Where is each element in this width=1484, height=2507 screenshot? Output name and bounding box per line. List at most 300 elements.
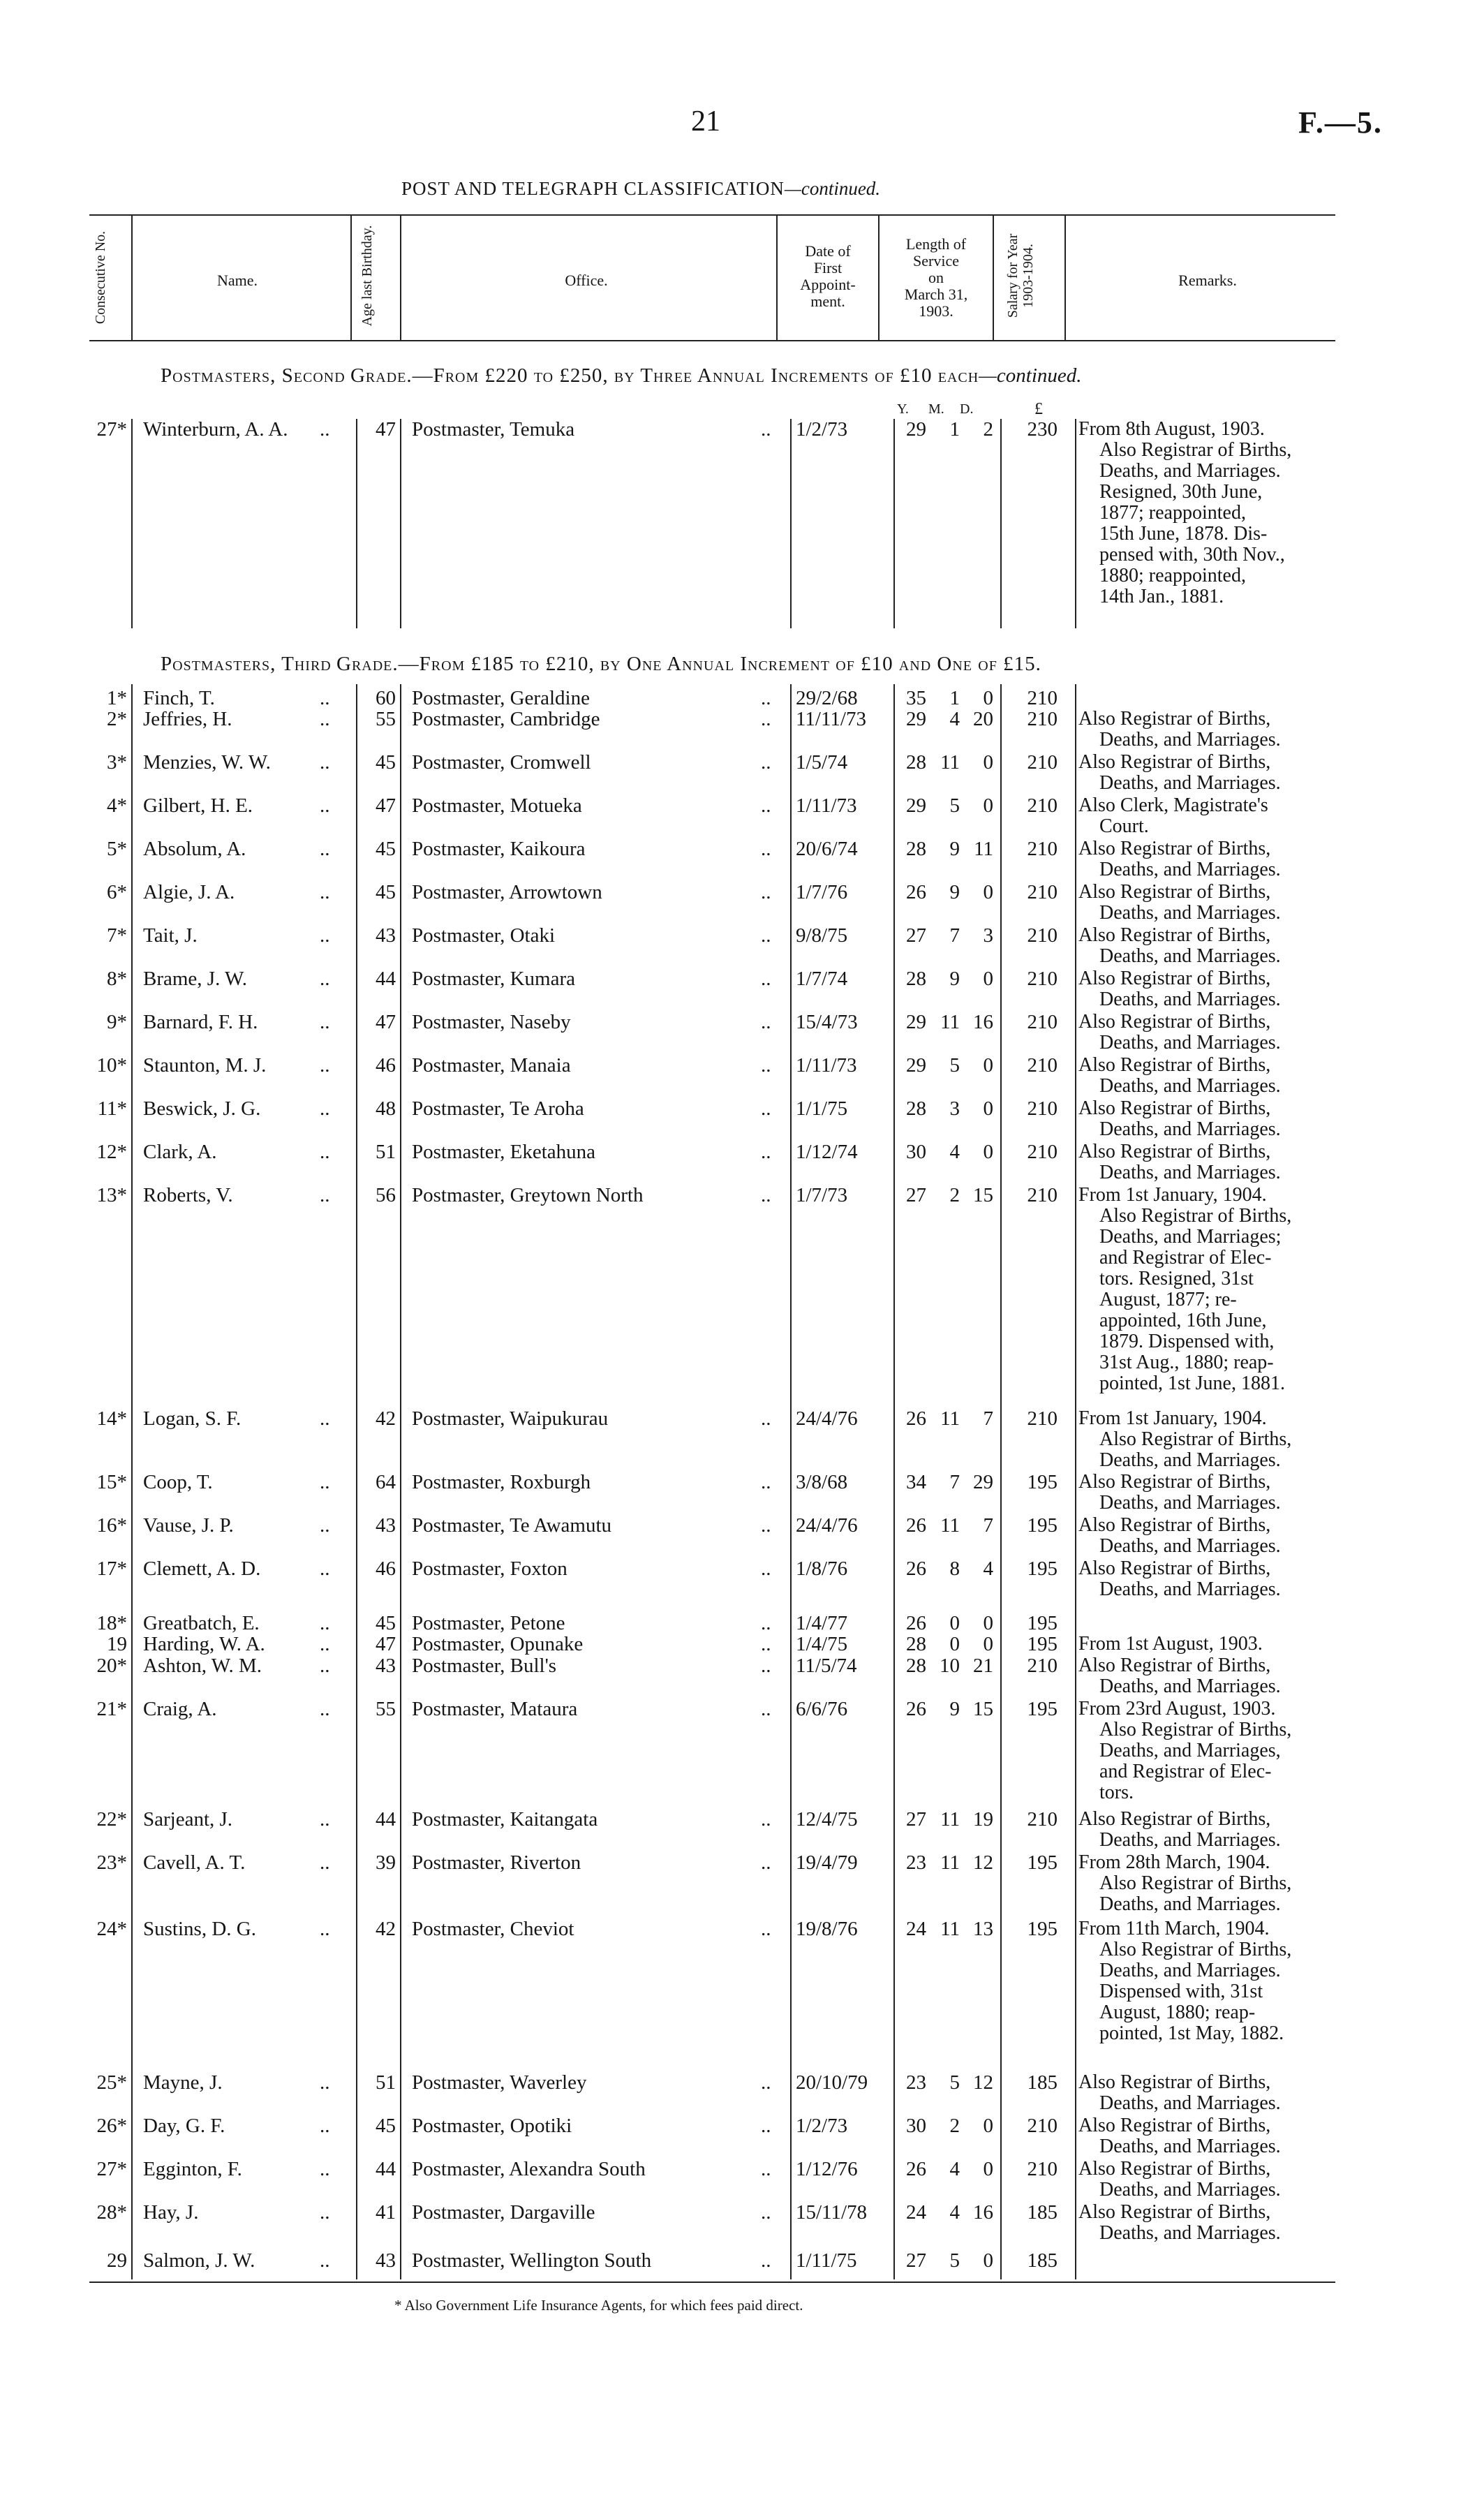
leader-dots: .. — [761, 1698, 771, 1720]
row-salary: 210 — [1027, 968, 1058, 990]
leader-dots: .. — [320, 2249, 330, 2272]
column-rule — [400, 684, 401, 2279]
row-remarks — [1078, 1634, 1333, 1655]
row-name: Craig, A. — [143, 1698, 217, 1720]
row-years: 29 — [906, 794, 926, 817]
header-date-line: Date of — [805, 242, 851, 260]
leader-dots: .. — [761, 1141, 771, 1163]
row-months: 4 — [949, 2158, 960, 2180]
row-date: 1/11/73 — [796, 1054, 857, 1077]
row-remarks — [1078, 2202, 1333, 2244]
header-divider — [993, 214, 994, 340]
row-name: Barnard, F. H. — [143, 1011, 258, 1033]
remark-line: Also Registrar of Births, — [1078, 1054, 1271, 1076]
unit-months: M. — [928, 401, 944, 417]
leader-dots: .. — [320, 968, 330, 990]
row-number: 24* — [96, 1918, 127, 1940]
unit-days: D. — [960, 401, 974, 417]
leader-dots: .. — [761, 1407, 771, 1430]
row-years: 26 — [906, 1698, 926, 1720]
row-remarks — [1078, 1852, 1333, 1915]
row-remarks — [1078, 1098, 1333, 1140]
row-office: Postmaster, Kaitangata — [412, 1808, 598, 1831]
remark-line: From 8th August, 1903. — [1078, 418, 1265, 440]
section-heading-second-grade — [161, 364, 1082, 387]
column-rule — [356, 684, 357, 2279]
remark-line: From 1st January, 1904. — [1078, 1184, 1267, 1206]
row-number: 10* — [96, 1054, 127, 1077]
remark-line: Deaths, and Marriages. — [1099, 902, 1281, 924]
row-office: Postmaster, Temuka — [412, 418, 575, 441]
row-number: 21* — [96, 1698, 127, 1720]
row-salary: 195 — [1027, 1633, 1058, 1655]
header-length-line: on — [928, 269, 944, 286]
row-months: 4 — [949, 1141, 960, 1163]
row-days: 0 — [983, 1141, 993, 1163]
remark-line: 1880; reappointed, — [1099, 565, 1246, 586]
row-days: 0 — [983, 687, 993, 709]
row-remarks — [1078, 1699, 1333, 1803]
row-date: 11/11/73 — [796, 708, 866, 730]
remark-line: 1877; reappointed, — [1099, 502, 1246, 524]
leader-dots: .. — [320, 1558, 330, 1580]
row-salary: 185 — [1027, 2249, 1058, 2272]
row-years: 27 — [906, 1184, 926, 1206]
row-months: 7 — [949, 1471, 960, 1493]
remark-line: Also Registrar of Births, — [1078, 2071, 1271, 2093]
row-days: 15 — [973, 1698, 993, 1720]
row-age: 43 — [376, 1514, 396, 1537]
row-age: 44 — [376, 1808, 396, 1831]
leader-dots: .. — [320, 687, 330, 709]
remark-line: Also Registrar of Births, — [1099, 1719, 1292, 1740]
row-age: 43 — [376, 2249, 396, 2272]
row-years: 28 — [906, 1097, 926, 1120]
row-age: 42 — [376, 1407, 396, 1430]
leader-dots: .. — [761, 1655, 771, 1677]
title-main: POST AND TELEGRAPH CLASSIFICATION — [401, 178, 785, 199]
row-salary: 210 — [1027, 1407, 1058, 1430]
row-date: 1/4/75 — [796, 1633, 848, 1655]
remark-line: From 1st August, 1903. — [1078, 1633, 1263, 1655]
leader-dots: .. — [761, 2249, 771, 2272]
remark-line: Deaths, and Marriages. — [1099, 2222, 1281, 2244]
row-number: 9* — [107, 1011, 127, 1033]
remark-line: Deaths, and Marriages. — [1099, 1162, 1281, 1183]
header-length — [880, 236, 993, 320]
row-number: 5* — [107, 838, 127, 860]
row-months: 3 — [949, 1097, 960, 1120]
row-years: 29 — [906, 418, 926, 441]
row-date: 1/4/77 — [796, 1612, 848, 1634]
row-years: 28 — [906, 751, 926, 774]
header-remarks: Remarks. — [1178, 272, 1237, 289]
row-years: 26 — [906, 881, 926, 903]
row-name: Algie, J. A. — [143, 881, 235, 903]
row-office: Postmaster, Motueka — [412, 794, 582, 817]
leader-dots: .. — [761, 1633, 771, 1655]
header-divider — [131, 214, 133, 340]
remark-line: Deaths, and Marriages. — [1099, 1075, 1281, 1097]
row-number: 6* — [107, 881, 127, 903]
leader-dots: .. — [761, 2201, 771, 2224]
row-salary: 210 — [1027, 708, 1058, 730]
row-age: 43 — [376, 924, 396, 947]
remark-line: 15th June, 1878. Dis- — [1099, 523, 1268, 545]
row-days: 12 — [973, 1851, 993, 1874]
row-office: Postmaster, Kumara — [412, 968, 576, 990]
row-office: Postmaster, Petone — [412, 1612, 565, 1634]
row-number: 7* — [107, 924, 127, 947]
row-name: Clark, A. — [143, 1141, 217, 1163]
row-name: Logan, S. F. — [143, 1407, 242, 1430]
row-age: 48 — [376, 1097, 396, 1120]
leader-dots: .. — [320, 418, 330, 441]
leader-dots: .. — [320, 2158, 330, 2180]
leader-dots: .. — [761, 2158, 771, 2180]
row-salary: 210 — [1027, 838, 1058, 860]
leader-dots: .. — [761, 1011, 771, 1033]
row-years: 27 — [906, 1808, 926, 1831]
row-office: Postmaster, Cambridge — [412, 708, 600, 730]
row-age: 46 — [376, 1054, 396, 1077]
row-name: Jeffries, H. — [143, 708, 232, 730]
row-remarks — [1078, 2159, 1333, 2201]
row-days: 0 — [983, 1097, 993, 1120]
remark-line: 31st Aug., 1880; reap- — [1099, 1352, 1274, 1373]
remark-line: August, 1877; re- — [1099, 1289, 1237, 1310]
row-salary: 210 — [1027, 1097, 1058, 1120]
row-days: 12 — [973, 2071, 993, 2094]
row-date: 15/4/73 — [796, 1011, 858, 1033]
column-rule — [893, 419, 895, 628]
row-days: 7 — [983, 1514, 993, 1537]
column-rule — [1075, 419, 1076, 628]
remark-line: From 1st January, 1904. — [1078, 1407, 1267, 1429]
remark-line: and Registrar of Elec- — [1099, 1761, 1272, 1782]
row-number: 25* — [96, 2071, 127, 2094]
row-remarks — [1078, 1515, 1333, 1557]
row-salary: 195 — [1027, 1918, 1058, 1940]
row-number: 17* — [96, 1558, 127, 1580]
remark-line: pointed, 1st May, 1882. — [1099, 2022, 1284, 2044]
row-date: 19/8/76 — [796, 1918, 858, 1940]
remark-line: Also Registrar of Births, — [1099, 1428, 1292, 1450]
leader-dots: .. — [761, 708, 771, 730]
row-number: 2* — [107, 708, 127, 730]
leader-dots: .. — [320, 1612, 330, 1634]
leader-dots: .. — [761, 1851, 771, 1874]
row-name: Ashton, W. M. — [143, 1655, 262, 1677]
row-name: Menzies, W. W. — [143, 751, 271, 774]
remark-line: Deaths, and Marriages. — [1099, 1449, 1281, 1471]
row-age: 45 — [376, 751, 396, 774]
row-office: Postmaster, Otaki — [412, 924, 556, 947]
remark-line: and Registrar of Elec- — [1099, 1247, 1272, 1269]
remark-line: Also Registrar of Births, — [1078, 751, 1271, 773]
column-rule — [131, 684, 133, 2279]
row-remarks — [1078, 752, 1333, 794]
row-years: 30 — [906, 1141, 926, 1163]
row-number: 4* — [107, 794, 127, 817]
remark-line: Also Registrar of Births, — [1078, 924, 1271, 946]
remark-line: Court. — [1099, 815, 1149, 837]
row-name: Tait, J. — [143, 924, 198, 947]
remark-line: Also Clerk, Magistrate's — [1078, 794, 1268, 816]
row-salary: 210 — [1027, 2115, 1058, 2137]
row-salary: 185 — [1027, 2071, 1058, 2094]
row-age: 45 — [376, 1612, 396, 1634]
leader-dots: .. — [320, 2201, 330, 2224]
row-age: 44 — [376, 2158, 396, 2180]
row-office: Postmaster, Cheviot — [412, 1918, 574, 1940]
leader-dots: .. — [320, 708, 330, 730]
leader-dots: .. — [320, 881, 330, 903]
leader-dots: .. — [320, 1184, 330, 1206]
column-rule — [1000, 419, 1002, 628]
row-salary: 210 — [1027, 1011, 1058, 1033]
leader-dots: .. — [320, 2071, 330, 2094]
remark-line: Deaths, and Marriages. — [1099, 945, 1281, 967]
row-remarks — [1078, 2072, 1333, 2114]
row-name: Beswick, J. G. — [143, 1097, 261, 1120]
remark-line: From 11th March, 1904. — [1078, 1918, 1270, 1939]
row-months: 11 — [940, 1514, 960, 1537]
row-years: 28 — [906, 1633, 926, 1655]
row-office: Postmaster, Opunake — [412, 1633, 584, 1655]
row-months: 5 — [949, 794, 960, 817]
header-age: Age last Birthday. — [359, 225, 375, 327]
row-months: 5 — [949, 2249, 960, 2272]
row-age: 39 — [376, 1851, 396, 1874]
row-date: 6/6/76 — [796, 1698, 848, 1720]
leader-dots: .. — [761, 1612, 771, 1634]
remark-line: Resigned, 30th June, — [1099, 481, 1263, 503]
remark-line: Dispensed with, 31st — [1099, 1981, 1263, 2002]
row-age: 47 — [376, 1011, 396, 1033]
leader-dots: .. — [761, 418, 771, 441]
header-consecutive-no: Consecutive No. — [93, 230, 108, 325]
row-days: 0 — [983, 1054, 993, 1077]
row-days: 0 — [983, 794, 993, 817]
remark-line: pointed, 1st June, 1881. — [1099, 1373, 1285, 1394]
row-date: 1/7/76 — [796, 881, 848, 903]
remark-line: Also Registrar of Births, — [1078, 1471, 1271, 1493]
row-years: 26 — [906, 1558, 926, 1580]
leader-dots: .. — [761, 1097, 771, 1120]
remark-line: Deaths, and Marriages. — [1099, 1492, 1281, 1514]
row-age: 41 — [376, 2201, 396, 2224]
row-days: 29 — [973, 1471, 993, 1493]
leader-dots: .. — [320, 1808, 330, 1831]
row-age: 55 — [376, 708, 396, 730]
header-name: Name. — [216, 272, 258, 289]
row-years: 26 — [906, 1407, 926, 1430]
leader-dots: .. — [320, 751, 330, 774]
header-divider — [400, 214, 401, 340]
row-years: 35 — [906, 687, 926, 709]
row-years: 28 — [906, 1655, 926, 1677]
row-number: 29 — [107, 2249, 127, 2272]
leader-dots: .. — [320, 1011, 330, 1033]
column-rule — [1075, 684, 1076, 2279]
row-remarks — [1078, 882, 1333, 924]
row-name: Salmon, J. W. — [143, 2249, 255, 2272]
row-years: 28 — [906, 968, 926, 990]
row-office: Postmaster, Kaikoura — [412, 838, 586, 860]
row-years: 24 — [906, 1918, 926, 1940]
row-number: 27* — [96, 418, 127, 441]
remark-line: Also Registrar of Births, — [1078, 2201, 1271, 2223]
remark-line: Deaths, and Marriages. — [1099, 772, 1281, 794]
leader-dots: .. — [320, 2115, 330, 2137]
row-months: 11 — [940, 1918, 960, 1940]
row-date: 20/10/79 — [796, 2071, 868, 2094]
leader-dots: .. — [761, 924, 771, 947]
row-name: Hay, J. — [143, 2201, 199, 2224]
row-months: 9 — [949, 1698, 960, 1720]
row-remarks — [1078, 1185, 1333, 1394]
remark-line: August, 1880; reap- — [1099, 2002, 1256, 2023]
row-number: 1* — [107, 687, 127, 709]
row-days: 15 — [973, 1184, 993, 1206]
page-number: 21 — [691, 105, 720, 138]
row-office: Postmaster, Dargaville — [412, 2201, 595, 2224]
row-salary: 210 — [1027, 1808, 1058, 1831]
row-age: 42 — [376, 1918, 396, 1940]
row-number: 22* — [96, 1808, 127, 1831]
remark-line: Also Registrar of Births, — [1078, 1558, 1271, 1579]
row-date: 29/2/68 — [796, 687, 858, 709]
leader-dots: .. — [761, 794, 771, 817]
row-months: 11 — [940, 1011, 960, 1033]
row-days: 13 — [973, 1918, 993, 1940]
row-days: 4 — [983, 1558, 993, 1580]
row-name: Winterburn, A. A. — [143, 418, 288, 441]
row-days: 11 — [974, 838, 993, 860]
leader-dots: .. — [761, 1184, 771, 1206]
row-name: Gilbert, H. E. — [143, 794, 253, 817]
row-name: Absolum, A. — [143, 838, 246, 860]
row-months: 1 — [949, 687, 960, 709]
row-days: 0 — [983, 881, 993, 903]
row-remarks — [1078, 1558, 1333, 1600]
row-age: 56 — [376, 1184, 396, 1206]
row-salary: 210 — [1027, 924, 1058, 947]
header-date — [778, 243, 877, 310]
row-age: 51 — [376, 2071, 396, 2094]
header-date-line: First — [813, 259, 843, 276]
row-name: Harding, W. A. — [143, 1633, 265, 1655]
row-salary: 195 — [1027, 1514, 1058, 1537]
row-office: Postmaster, Wellington South — [412, 2249, 652, 2272]
leader-dots: .. — [320, 1097, 330, 1120]
leader-dots: .. — [761, 838, 771, 860]
row-months: 5 — [949, 1054, 960, 1077]
unit-pounds: £ — [1034, 400, 1043, 418]
row-days: 0 — [983, 1612, 993, 1634]
remark-line: Deaths, and Marriages. — [1099, 1829, 1281, 1851]
remark-line: Also Registrar of Births, — [1078, 708, 1271, 730]
row-salary: 210 — [1027, 794, 1058, 817]
row-salary: 210 — [1027, 1141, 1058, 1163]
row-days: 16 — [973, 1011, 993, 1033]
row-months: 9 — [949, 838, 960, 860]
remark-line: Also Registrar of Births, — [1078, 838, 1271, 859]
leader-dots: .. — [761, 1471, 771, 1493]
row-number: 20* — [96, 1655, 127, 1677]
column-rule — [131, 419, 133, 628]
row-date: 11/5/74 — [796, 1655, 857, 1677]
remark-line: Also Registrar of Births, — [1078, 1808, 1271, 1830]
row-years: 23 — [906, 1851, 926, 1874]
row-date: 1/7/73 — [796, 1184, 848, 1206]
row-age: 55 — [376, 1698, 396, 1720]
remark-line: Deaths, and Marriages; — [1099, 1226, 1282, 1248]
row-months: 5 — [949, 2071, 960, 2094]
row-age: 45 — [376, 2115, 396, 2137]
remark-line: tors. Resigned, 31st — [1099, 1268, 1254, 1289]
section-label: Postmasters, Second — [161, 364, 346, 387]
row-office: Postmaster, Te Aroha — [412, 1097, 584, 1120]
remark-line: Deaths, and Marriages. — [1099, 1893, 1281, 1915]
row-salary: 210 — [1027, 1184, 1058, 1206]
row-age: 45 — [376, 881, 396, 903]
leader-dots: .. — [320, 1514, 330, 1537]
row-years: 27 — [906, 2249, 926, 2272]
leader-dots: .. — [761, 2071, 771, 2094]
row-office: Postmaster, Arrowtown — [412, 881, 602, 903]
row-date: 1/5/74 — [796, 751, 848, 774]
header-date-line: Appoint- — [800, 276, 856, 293]
header-length-line: Length of — [905, 235, 967, 253]
remark-line: tors. — [1099, 1782, 1134, 1803]
row-date: 1/12/74 — [796, 1141, 858, 1163]
row-salary: 185 — [1027, 2201, 1058, 2224]
column-rule — [790, 419, 792, 628]
row-number: 19 — [107, 1633, 127, 1655]
row-age: 44 — [376, 968, 396, 990]
row-office: Postmaster, Geraldine — [412, 687, 590, 709]
row-age: 47 — [376, 418, 396, 441]
page-title — [401, 178, 880, 200]
row-office: Postmaster, Manaia — [412, 1054, 571, 1077]
row-salary: 195 — [1027, 1558, 1058, 1580]
row-years: 26 — [906, 2158, 926, 2180]
row-office: Postmaster, Foxton — [412, 1558, 567, 1580]
leader-dots: .. — [761, 687, 771, 709]
row-remarks — [1078, 1408, 1333, 1471]
row-name: Clemett, A. D. — [143, 1558, 261, 1580]
leader-dots: .. — [320, 1851, 330, 1874]
row-months: 1 — [949, 418, 960, 441]
row-number: 26* — [96, 2115, 127, 2137]
row-name: Sustins, D. G. — [143, 1918, 256, 1940]
row-years: 34 — [906, 1471, 926, 1493]
leader-dots: .. — [761, 1514, 771, 1537]
row-office: Postmaster, Mataura — [412, 1698, 578, 1720]
row-age: 45 — [376, 838, 396, 860]
row-date: 1/8/76 — [796, 1558, 848, 1580]
row-years: 23 — [906, 2071, 926, 2094]
header-bottom-rule — [89, 340, 1335, 341]
row-number: 12* — [96, 1141, 127, 1163]
remark-line: Also Registrar of Births, — [1078, 1097, 1271, 1119]
row-number: 15* — [96, 1471, 127, 1493]
section-label: Postmasters, Third — [161, 653, 332, 675]
remark-line: Deaths, and Marriages. — [1099, 2092, 1281, 2114]
row-months: 2 — [949, 1184, 960, 1206]
